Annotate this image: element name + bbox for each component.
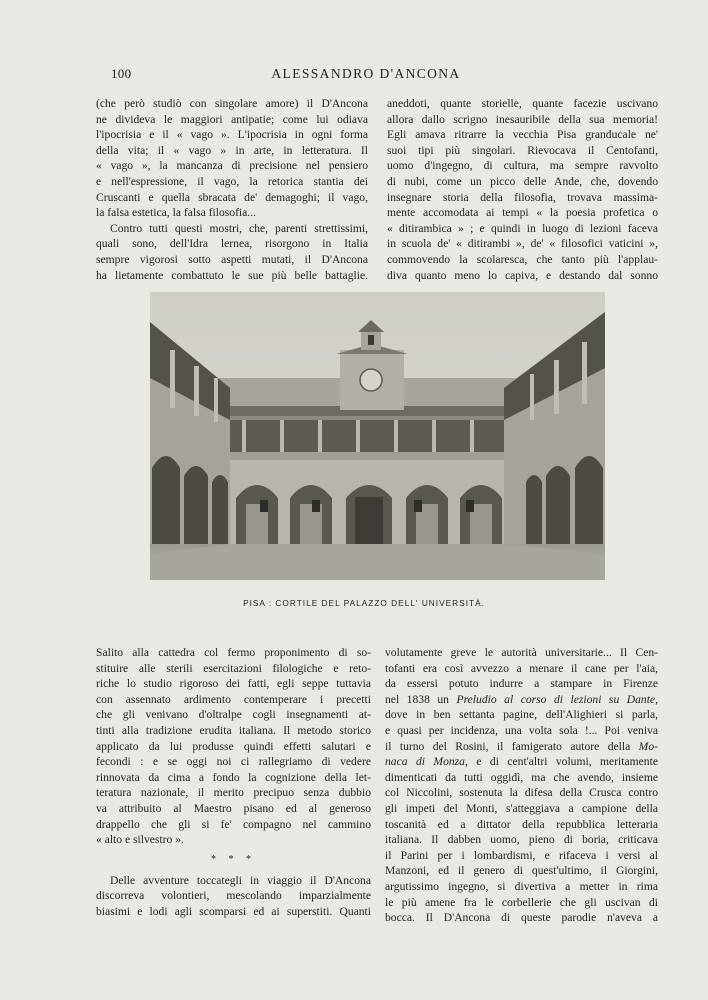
- text-line: bocca. Il D'Ancona di queste parodie n'aveva a: [385, 911, 658, 925]
- text-line: della vita; il « vago » in arte, in letteratura. Il: [96, 143, 368, 157]
- text-segment: nel 1838 un: [385, 692, 449, 706]
- text-line: le più amene fra le corbellerie che gli uscivan di: [385, 895, 658, 909]
- text-line: sempre vigorosi sotto aspetti mutati, il D'Ancona: [96, 252, 368, 266]
- text-line: volutamente greve le autorità universitarie... Il Cen-: [385, 646, 658, 659]
- page-number: 100: [111, 66, 132, 81]
- text-line: (che però studiò con singolare amore) il D'Ancona: [96, 97, 368, 110]
- text-line: mente accomodata ai tempi « la poesia profetica o: [387, 206, 658, 220]
- text-line: « ditirambica » ; e quindi in luogo di lezioni faceva: [387, 221, 658, 235]
- text-line: insegnare storia della filosofia, trovava massima-: [387, 190, 658, 204]
- text-line: Manzoni, ed il genero di quest'ultimo, il Giorgini,: [385, 864, 658, 878]
- text-line: rinnovata da cima a fondo la cognizione della let-: [96, 770, 371, 784]
- text-segment: , e di cent'altri volumi, meritamente: [464, 755, 658, 769]
- text-line: l'ipocrisia e il « vago ». L'ipocrisia in ogni forma: [96, 128, 368, 142]
- text-line: da essersi potuto indurre a stampare in Firenze: [385, 677, 658, 691]
- text-line: tinti alla tradizione erudita italiana. Il metodo storico: [96, 723, 371, 737]
- text-line: ne divideva le maggiori antipatie; come lui odiava: [96, 112, 368, 126]
- text-line: « alto e silvestro ».: [96, 833, 184, 847]
- text-line: ha lietamente combattuto le sue più belle battaglie.: [96, 268, 368, 282]
- section-asterism: * * *: [211, 853, 256, 865]
- text-line: gli impeti del Monti, s'atteggiava a campione della: [385, 801, 658, 815]
- text-line: argutissimo ingegno, si divertiva a metter in rima: [385, 879, 658, 893]
- text-line: allora dallo scrigno inesauribile della sua memoria!: [387, 112, 658, 126]
- text-line: di nubi, come un picco delle Ande, che, dovendo: [387, 174, 658, 188]
- text-line: e quasi per incidenza, una volta sola !... Poi veniva: [385, 723, 658, 737]
- text-line: Egli amava ritrarre la vecchia Pisa granducale ne': [387, 128, 658, 142]
- courtyard-photograph: [150, 292, 605, 580]
- text-line: commovendo la scolaresca, che tanto più l'applau-: [387, 252, 658, 266]
- column-bottom-right: [385, 645, 658, 926]
- column-bottom-left: [96, 645, 371, 920]
- text-line: dimenticati da tutti oggidì, ma che avendo, insieme: [385, 770, 658, 784]
- text-line: che gli venivano d'oltralpe cogli insegnamenti at-: [96, 708, 371, 722]
- text-line: applicato da lui produsse quindi effetti salutari e: [96, 739, 371, 753]
- text-line: discorreva volontieri, mescolando imparzialmente: [96, 889, 371, 903]
- text-line: Cruscanti e quella sbracata de' demagoghi; il vago,: [96, 190, 368, 204]
- italic-title: Mo-: [638, 739, 658, 753]
- text-line: con assennato ardimento contemperare i precetti: [96, 692, 371, 706]
- text-line: tofanti era così avvezzo a menare il cane per l'aia,: [385, 661, 658, 675]
- text-segment: il turno del Rosini, il famigerato autore della: [385, 739, 631, 753]
- italic-title: Preludio al corso di lezioni su Dante,: [456, 692, 658, 706]
- text-line: riche lo studio rigoroso dei fatti, egli seppe tuttavia: [96, 677, 371, 691]
- text-line: la falsa estetica, la falsa filosofia...: [96, 206, 256, 220]
- text-line: Delle avventure toccategli in viaggio il D'Ancona: [110, 873, 371, 887]
- text-line: aneddoti, quante storielle, quante facezie uscivano: [387, 97, 658, 110]
- text-line: teratura nazionale, il merito precipuo senza dubbio: [96, 786, 371, 800]
- figure-caption: PISA : CORTILE DEL PALAZZO DELL' UNIVERSITÀ.: [243, 598, 485, 608]
- running-head: ALESSANDRO D'ANCONA: [271, 66, 461, 81]
- text-line: suoi tipi più singolari. Rievocava il Centofanti,: [387, 143, 658, 157]
- text-line: fecondi : e se oggi noi ci rallegriamo di vedere: [96, 755, 371, 769]
- text-line: e nell'espressione, il vago, la retorica stantia dei: [96, 174, 368, 188]
- text-line: Contro tutti questi mostri, che, parenti strettissimi,: [110, 221, 368, 235]
- column-top-right: [387, 96, 658, 283]
- text-line: dove in ben settanta pagine, dell'Alighieri si parla,: [385, 708, 658, 722]
- column-top-left: [96, 96, 368, 283]
- text-line: il Parini per i lombardismi, e rifaceva i versi al: [385, 848, 658, 862]
- text-line: col Niccolini, sostenuta la difesa della Crusca contro: [385, 786, 658, 800]
- text-line: va attribuito al Maestro pisano ed al generoso: [96, 801, 371, 815]
- italic-title: naca di Monza: [385, 755, 465, 769]
- text-line: italiana. Il dabben uomo, pieno di boria, criticava: [385, 833, 658, 847]
- text-line: uomo d'ingegno, di cultura, ma sempre ravvolto: [387, 159, 658, 173]
- text-line: in scuola de' « ditirambi », de' « filosofici vaticini »,: [387, 237, 658, 251]
- text-line: Salito alla cattedra col fermo proponimento di so-: [96, 646, 371, 659]
- text-line: diva quanto meno lo capiva, e destando dal sonno: [387, 268, 658, 282]
- text-line: drappello che gli si fe' compagno nel cammino: [96, 817, 371, 831]
- text-line: toscanità ed a dittator della repubblica letteraria: [385, 817, 658, 831]
- text-line: quali sono, dell'Idra lernea, risorgono in Italia: [96, 237, 368, 251]
- text-line: [385, 692, 658, 708]
- text-line: [385, 739, 658, 755]
- text-line: biasimi e lodi agli scomparsi ed ai superstiti. Quanti: [96, 904, 371, 918]
- text-line: « vago », la mancanza di precisione nel pensiero: [96, 159, 368, 173]
- text-line: [385, 754, 658, 770]
- text-line: stituire alle sterili esercitazioni filologiche e reto-: [96, 661, 371, 675]
